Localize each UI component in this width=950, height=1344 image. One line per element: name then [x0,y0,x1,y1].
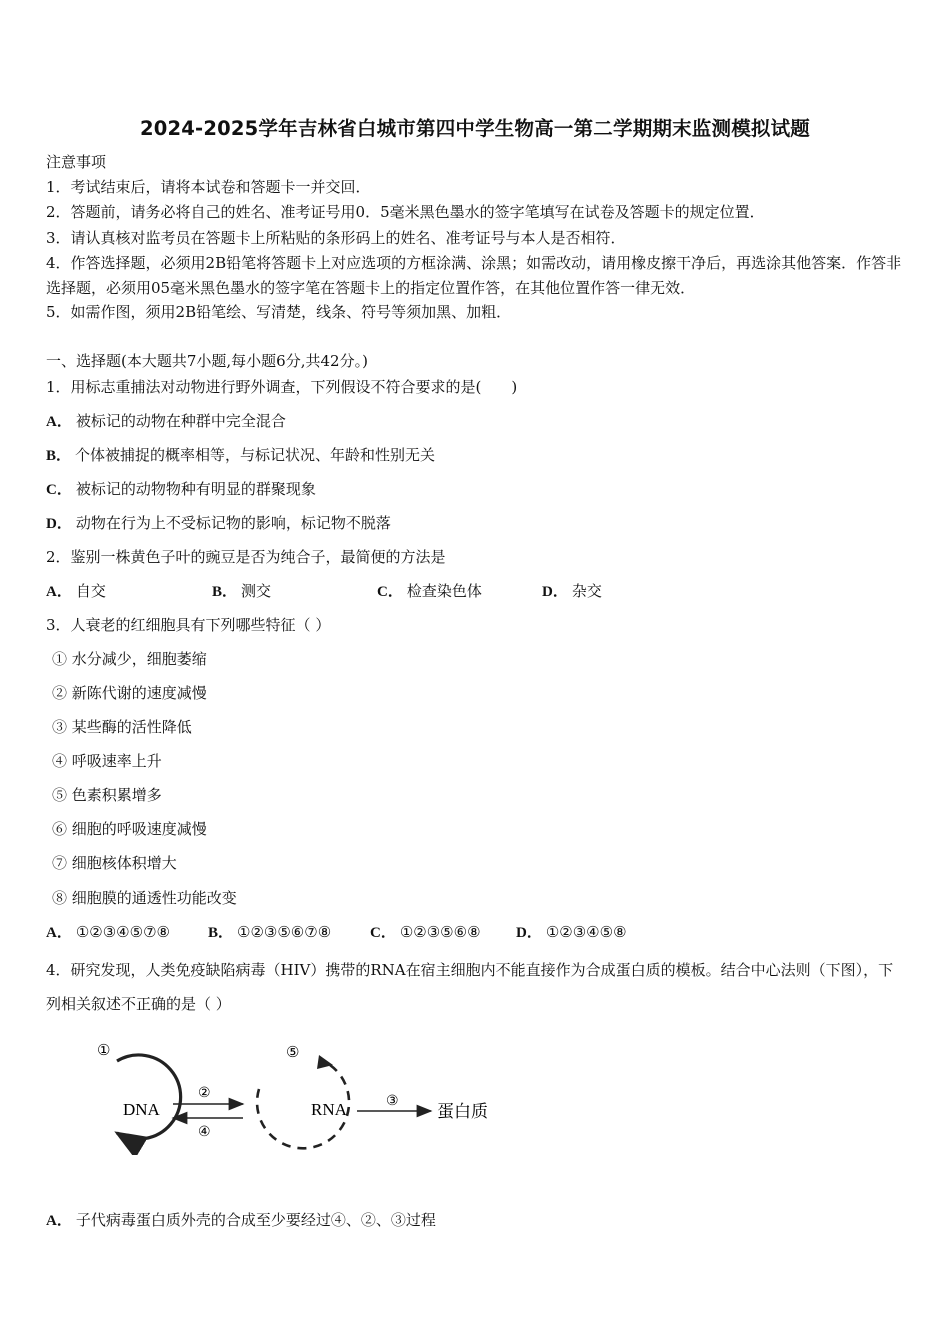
notice-item-4: 4．作答选择题，必须用2B铅笔将答题卡上对应选项的方框涂满、涂黑；如需改动，请用橡皮擦干净后，再选涂其他答案．作答非选择题，必须用05毫米黑色墨水的签字笔在答题卡上的指定位置作答，在其他位置作答一律无效． [46,254,902,297]
option-label: B． [46,448,72,464]
option-label: D． [46,516,72,532]
process-3-label: ③ [386,1094,399,1109]
option-text: 自交 [75,582,106,600]
option-label: A． [46,584,72,600]
question-3-item: ⑥ 细胞的呼吸速度减慢 [52,820,207,838]
question-3-option-d [516,922,627,943]
question-2-stem: 2．鉴别一株黄色子叶的豌豆是否为纯合子，最简便的方法是 [46,548,446,566]
question-1-option-a [46,411,286,432]
option-text: 测交 [241,582,272,600]
option-text: 被标记的动物物种有明显的群聚现象 [75,480,316,498]
process-5-label: ⑤ [286,1045,300,1061]
question-3-option-b [208,922,331,943]
process-4-label: ④ [198,1125,211,1140]
process-1-label: ① [97,1043,111,1059]
notice-heading: 注意事项 [46,153,107,171]
question-1-stem: 1．用标志重捕法对动物进行野外调查，下列假设不符合要求的是( ) [46,378,518,396]
option-label: A． [46,925,72,941]
central-dogma-diagram [55,1035,515,1155]
option-text: 被标记的动物在种群中完全混合 [75,412,286,430]
option-text: ①②③⑤⑥⑦⑧ [237,923,332,941]
option-text: ①②③④⑤⑧ [545,923,627,941]
dna-label: DNA [123,1100,160,1119]
option-label: D． [542,584,568,600]
question-2-option-d [542,581,602,602]
question-2-option-b [212,581,271,602]
option-text: 检查染色体 [406,582,482,600]
question-3-item: ① 水分减少，细胞萎缩 [52,650,207,668]
question-3-stem: 3．人衰老的红细胞具有下列哪些特征（ ） [46,616,331,634]
option-label: C． [370,925,396,941]
question-4-stem: 4．研究发现，人类免疫缺陷病毒（HIV）携带的RNA在宿主细胞内不能直接作为合成蛋白质的模板。结合中心法则（下图），下列相关叙述不正确的是（ ） [46,961,894,1013]
option-text: 动物在行为上不受标记物的影响，标记物不脱落 [75,514,391,532]
question-2-option-a [46,581,106,602]
option-label: C． [377,584,403,600]
question-2-option-c [377,581,482,602]
notice-item-5: 5．如需作图，须用2B铅笔绘、写清楚，线条、符号等须加黑、加粗． [46,303,512,321]
option-text: ①②③④⑤⑦⑧ [75,923,170,941]
question-4-option-a [46,1210,436,1231]
question-1-option-d [46,513,391,534]
question-3-item: ⑧ 细胞膜的通透性功能改变 [52,889,237,907]
section-heading: 一、选择题(本大题共7小题,每小题6分,共42分。) [46,352,368,370]
rna-label: RNA [311,1100,347,1119]
protein-label: 蛋白质 [437,1102,488,1121]
question-1-option-b [46,445,435,466]
question-3-option-c [370,922,481,943]
question-3-item: ④ 呼吸速率上升 [52,752,162,770]
question-3-item: ② 新陈代谢的速度减慢 [52,684,207,702]
question-3-item: ③ 某些酶的活性降低 [52,718,192,736]
option-label: A． [46,414,72,430]
question-3-item: ⑤ 色素积累增多 [52,786,162,804]
option-label: A． [46,1213,72,1229]
option-label: D． [516,925,542,941]
question-1-option-c [46,479,316,500]
notice-item-3: 3．请认真核对监考员在答题卡上所粘贴的条形码上的姓名、准考证号与本人是否相符． [46,229,626,247]
question-3-item: ⑦ 细胞核体积增大 [52,854,177,872]
option-label: C． [46,482,72,498]
option-text: 个体被捕捉的概率相等，与标记状况、年龄和性别无关 [75,446,436,464]
process-2-label: ② [198,1086,211,1101]
notice-item-2: 2．答题前，请务必将自己的姓名、准考证号用0．5毫米黑色墨水的签字笔填写在试卷及答题卡的规定位置． [46,203,765,221]
question-3-option-a [46,922,170,943]
page-title: 2024-2025学年吉林省白城市第四中学生物高一第二学期期末监测模拟试题 [139,117,811,140]
option-text: 杂交 [571,582,602,600]
option-label: B． [212,584,238,600]
replication-loop [117,1055,181,1139]
option-text: ①②③⑤⑥⑧ [399,923,481,941]
option-text: 子代病毒蛋白质外壳的合成至少要经过④、②、③过程 [75,1211,436,1229]
notice-item-1: 1．考试结束后，请将本试卷和答题卡一并交回． [46,178,371,196]
option-label: B． [208,925,234,941]
